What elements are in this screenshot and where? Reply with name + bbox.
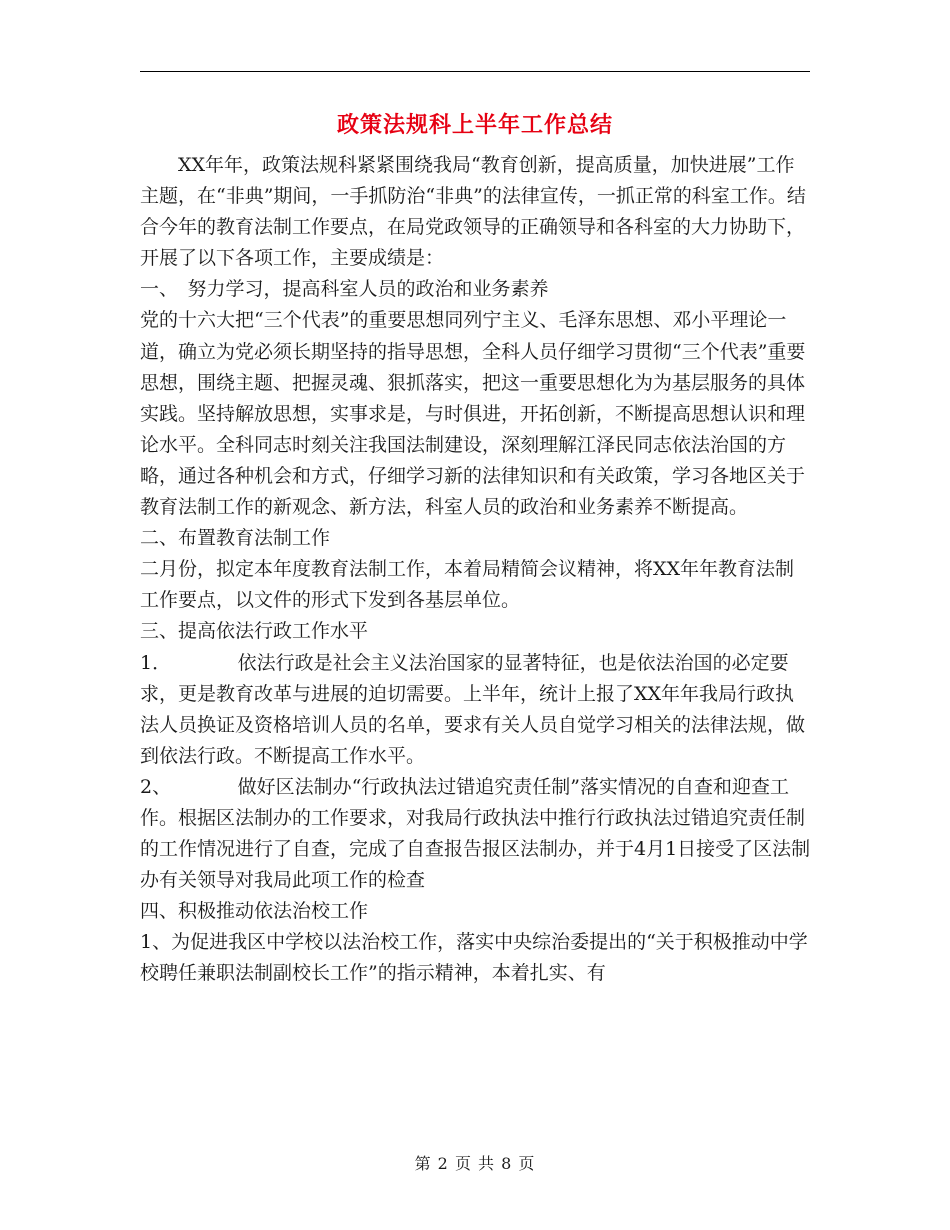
section-3-item-2: 2、 做好区法制办“行政执法过错追究责任制”落实情况的自查和迎查工作。根据区法制办的工作要求，对我局行政执法中推行行政执法过错追究责任制的工作情况进行了自查，完成了自查报告报区法制办，并于4月1日接受了区法制办有关领导对我局此项工作的检查 (140, 775, 811, 892)
header-rule (140, 71, 810, 72)
section-heading-3: 三、提高依法行政工作水平 (140, 620, 369, 643)
document-body (140, 150, 812, 990)
section-2-paragraph: 二月份，拟定本年度教育法制工作，本着局精简会议精神，将XX年年教育法制工作要点，以文件的形式下发到各基层单位。 (140, 558, 795, 612)
section-3-item-1: 1． 依法行政是社会主义法治国家的显著特征，也是依法治国的必定要求，更是教育改革与进展的迫切需要。上半年，统计上报了XX年年我局行政执法人员换证及资格培训人员的名单，要求有关人员自觉学习相关的法律法规，做到依法行政。不断提高工作水平。 (140, 651, 806, 767)
document-title: 政策法规科上半年工作总结 (336, 112, 613, 138)
page-footer: 第 2 页 共 8 页 (414, 1154, 536, 1173)
section-heading-4: 四、积极推动依法治校工作 (140, 900, 369, 923)
section-heading-1: 一、 努力学习，提高科室人员的政治和业务素养 (140, 278, 549, 301)
section-heading-2: 二、布置教育法制工作 (140, 527, 331, 550)
section-4-item-1: 1、为促进我区中学校以法治校工作，落实中央综治委提出的“关于积极推动中学校聘任兼职法制副校长工作”的指示精神，本着扎实、有 (140, 931, 808, 985)
intro-paragraph: XX年年，政策法规科紧紧围绕我局“教育创新，提高质量，加快进展”工作主题，在“非典”期间，一手抓防治“非典”的法律宣传，一抓正常的科室工作。结合今年的教育法制工作要点，在局党政领导的正确领导和各科室的大力协助下，开展了以下各项工作，主要成绩是： (140, 154, 806, 270)
section-1-paragraph: 党的十六大把“三个代表”的重要思想同列宁主义、毛泽东思想、邓小平理论一道，确立为党必须长期坚持的指导思想，全科人员仔细学习贯彻“三个代表”重要思想，围绕主题、把握灵魂、狠抓落实，把这一重要思想化为为基层服务的具体实践。坚持解放思想，实事求是，与时俱进，开拓创新，不断提高思想认识和理论水平。全科同志时刻关注我国法制建设，深刻理解江泽民同志依法治国的方略，通过各种机会和方式，仔细学习新的法律知识和有关政策，学习各地区关于教育法制工作的新观念、新方法，科室人员的政治和业务素养不断提高。 (140, 309, 806, 519)
